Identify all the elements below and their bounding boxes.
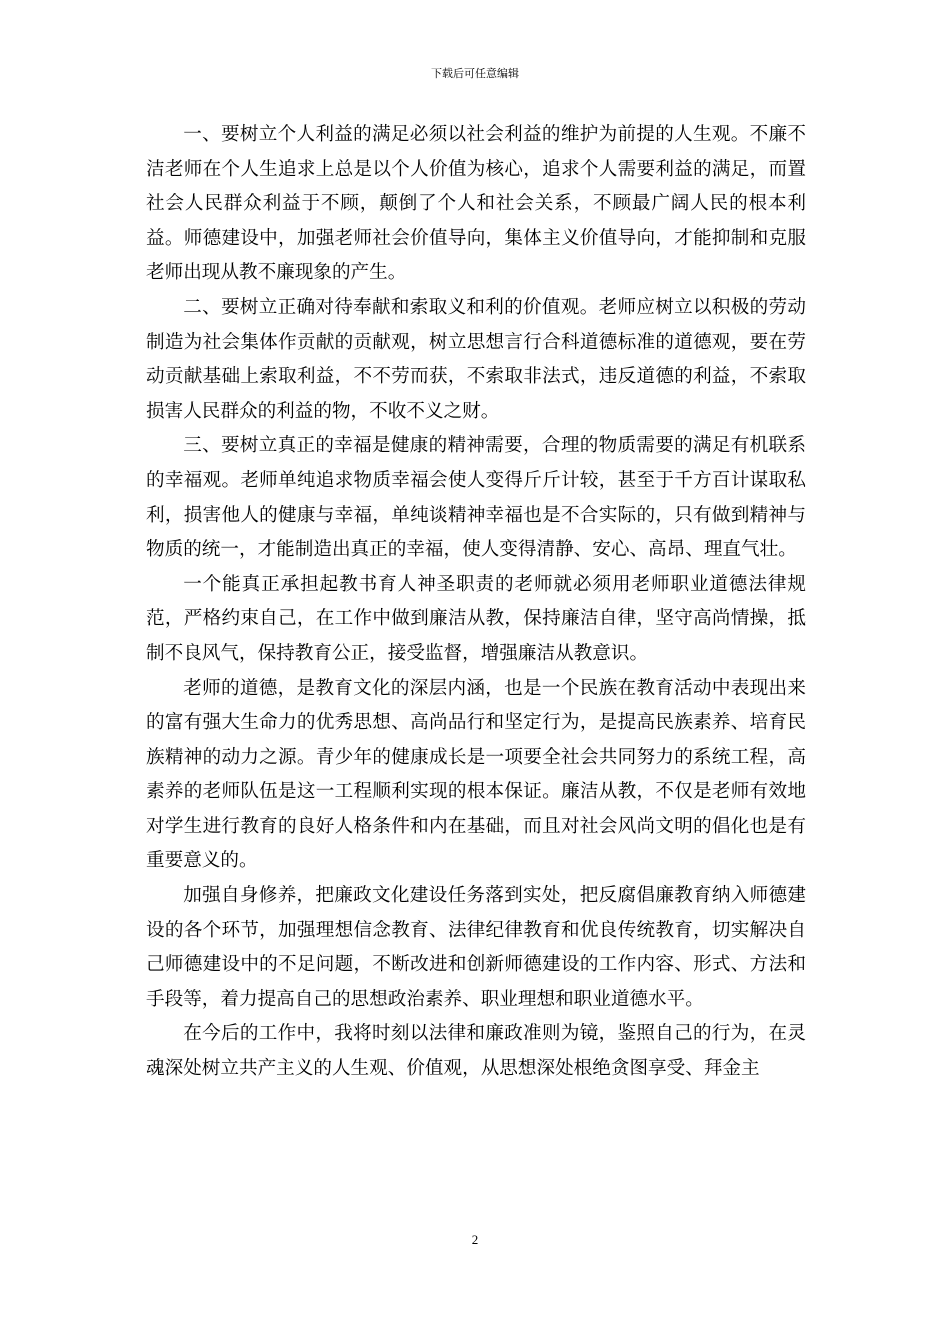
- paragraph: 在今后的工作中，我将时刻以法律和廉政准则为镜，鉴照自己的行为，在灵魂深处树立共产主义的人生观、价值观，从思想深处根绝贪图享受、拜金主: [146, 1023, 806, 1080]
- paragraph: 加强自身修养，把廉政文化建设任务落到实处，把反腐倡廉教育纳入师德建设的各个环节，加强理想信念教育、法律纪律教育和优良传统教育，切实解决自己师德建设中的不足问题，不断改进和创新师德建设的工作内容、形式、方法和手段等，着力提高自己的思想政治素养、职业理想和职业道德水平。: [146, 885, 806, 1010]
- paragraph: 一个能真正承担起教书育人神圣职责的老师就必须用老师职业道德法律规范，严格约束自己，在工作中做到廉洁从教，保持廉洁自律，坚守高尚情操，抵制不良风气，保持教育公正，接受监督，增强廉洁从教意识。: [146, 573, 806, 664]
- paragraph: 一、要树立个人利益的满足必须以社会利益的维护为前提的人生观。不廉不洁老师在个人生追求上总是以个人价值为核心，追求个人需要利益的满足，而置社会人民群众利益于不顾，颠倒了个人和社会关系，不顾最广阔人民的根本利益。师德建设中，加强老师社会价值导向，集体主义价值导向，才能抑制和克服老师出现从教不廉现象的产生。: [146, 124, 806, 284]
- page-header: 下载后可任意编辑: [431, 67, 519, 80]
- paragraph: 二、要树立正确对待奉献和索取义和利的价值观。老师应树立以积极的劳动制造为社会集体作贡献的贡献观，树立思想言行合科道德标准的道德观，要在劳动贡献基础上索取利益，不不劳而获，不索取非法式，违反道德的利益，不索取损害人民群众的利益的物，不收不义之财。: [146, 296, 806, 422]
- page-number: 2: [471, 1232, 479, 1247]
- paragraph: 三、要树立真正的幸福是健康的精神需要，合理的物质需要的满足有机联系的幸福观。老师单纯追求物质幸福会使人变得斤斤计较，甚至于千方百计谋取私利，损害他人的健康与幸福，单纯谈精神幸福也是不合实际的，只有做到精神与物质的统一，才能制造出真正的幸福，使人变得清静、安心、高昂、理直气壮。: [146, 435, 806, 561]
- document-body: [146, 118, 806, 1087]
- paragraph: 老师的道德，是教育文化的深层内涵，也是一个民族在教育活动中表现出来的富有强大生命力的优秀思想、高尚品行和坚定行为，是提高民族素养、培育民族精神的动力之源。青少年的健康成长是一项要全社会共同努力的系统工程，高素养的老师队伍是这一工程顺利实现的根本保证。廉洁从教，不仅是老师有效地对学生进行教育的良好人格条件和内在基础，而且对社会风尚文明的倡化也是有重要意义的。: [146, 677, 806, 872]
